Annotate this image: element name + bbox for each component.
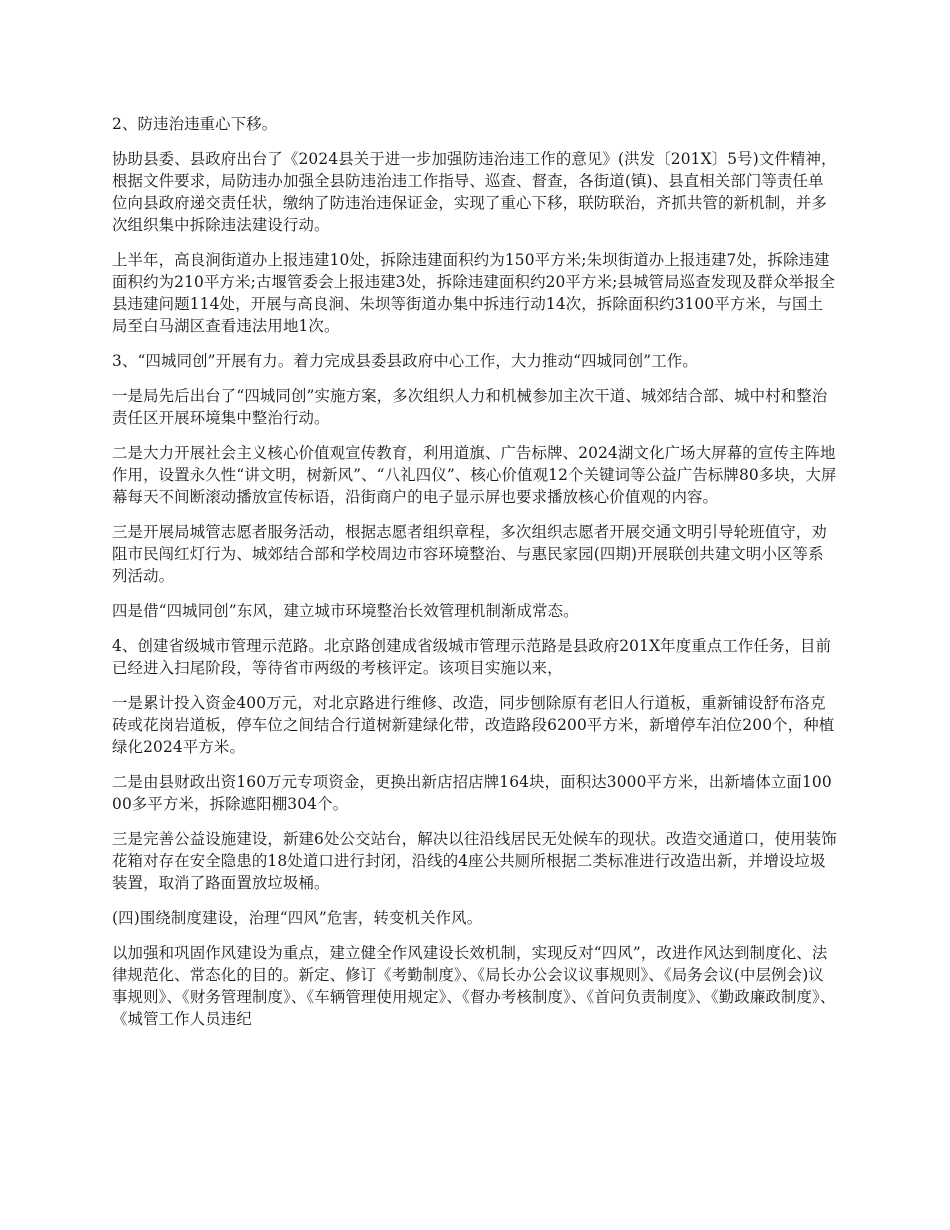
paragraph-item-three: 三是开展局城管志愿者服务活动，根据志愿者组织章程，多次组织志愿者开展交通文明引导轮班值守，劝阻市民闯红灯行为、城郊结合部和学校周边市容环境整治、与惠民家园(四期)开展联创共建文明小区等系列活动。 xyxy=(112,523,827,585)
paragraph-road-three: 三是完善公益设施建设，新建6处公交站台，解决以往沿线居民无处候车的现状。改造交通道口，使用装饰花箱对存在安全隐患的18处道口进行封闭，沿线的4座公共厕所根据二类标准进行改造出新，并增设垃圾装置，取消了路面置放垃圾桶。 xyxy=(112,830,837,892)
paragraph-item-one: 一是局先后出台了“四城同创”实施方案，多次组织人力和机械参加主次干道、城郊结合部、城中村和整治责任区开展环境集中整治行动。 xyxy=(112,387,828,427)
heading-system-building: (四)围绕制度建设，治理“四风”危害，转变机关作风。 xyxy=(112,909,483,927)
heading-violation-control: 2、防违治违重心下移。 xyxy=(112,115,278,133)
document-body xyxy=(112,113,838,1043)
paragraph-item-four: 四是借“四城同创”东风，建立城市环境整治长效管理机制渐成常态。 xyxy=(112,602,579,620)
paragraph-item-two: 二是大力开展社会主义核心价值观宣传教育，利用道旗、广告标牌、2024湖文化广场大屏幕的宣传主阵地作用，设置永久性“讲文明，树新风”、“八礼四仪”、核心价值观12个关键词等公益广告标牌80多块，大屏幕每天不间断滚动播放宣传标语，沿街商户的电子显示屏也要求播放核心价值观的内容。 xyxy=(112,444,837,506)
paragraph-road-two: 二是由县财政出资160万元专项资金，更换出新店招店牌164块，面积达3000平方米，出新墙体立面10000多平方米，拆除遮阳棚304个。 xyxy=(112,773,832,813)
paragraph-first-half-stats: 上半年，高良涧街道办上报违建10处，拆除违建面积约为150平方米;朱坝街道办上报违建7处，拆除违建面积约为210平方米;古堰管委会上报违建3处，拆除违建面积约20平方米;县城管局巡查发现及群众举报全县违建问题114处，开展与高良涧、朱坝等街道办集中拆违行动14次，拆除面积约3100平方米，与国土局至白马湖区查看违法用地1次。 xyxy=(112,251,836,335)
paragraph-policy: 协助县委、县政府出台了《2024县关于进一步加强防违治违工作的意见》(洪发〔201X〕5号)文件精神，根据文件要求，局防违办加强全县防违治违工作指导、巡查、督查，各街道(镇)、县直相关部门等责任单位向县政府递交责任状，缴纳了防违治违保证金，实现了重心下移，联防联治，齐抓共管的新机制，并多次组织集中拆除违法建设行动。 xyxy=(112,150,837,234)
heading-four-cities: 3、“四城同创”开展有力。着力完成县委县政府中心工作，大力推动“四城同创”工作。 xyxy=(112,352,698,370)
heading-demo-road: 4、创建省级城市管理示范路。北京路创建成省级城市管理示范路是县政府201X年度重点工作任务，目前已经进入扫尾阶段，等待省市两级的考核评定。该项目实施以来， xyxy=(112,637,832,677)
paragraph-work-style: 以加强和巩固作风建设为重点，建立健全作风建设长效机制，实现反对“四风”，改进作风达到制度化、法律规范化、常态化的目的。新定、修订《考勤制度》、《局长办公会议议事规则》、《局务会议(中层例会)议事规则》、《财务管理制度》、《车辆管理使用规定》、《督办考核制度》、《首问负责制度》、《勤政廉政制度》、《城管工作人员违纪 xyxy=(112,944,836,1028)
paragraph-road-one: 一是累计投入资金400万元，对北京路进行维修、改造，同步刨除原有老旧人行道板，重新铺设舒布洛克砖或花岗岩道板，停车位之间结合行道树新建绿化带，改造路段6200平方米，新增停车泊位200个，种植绿化2024平方米。 xyxy=(112,694,835,756)
